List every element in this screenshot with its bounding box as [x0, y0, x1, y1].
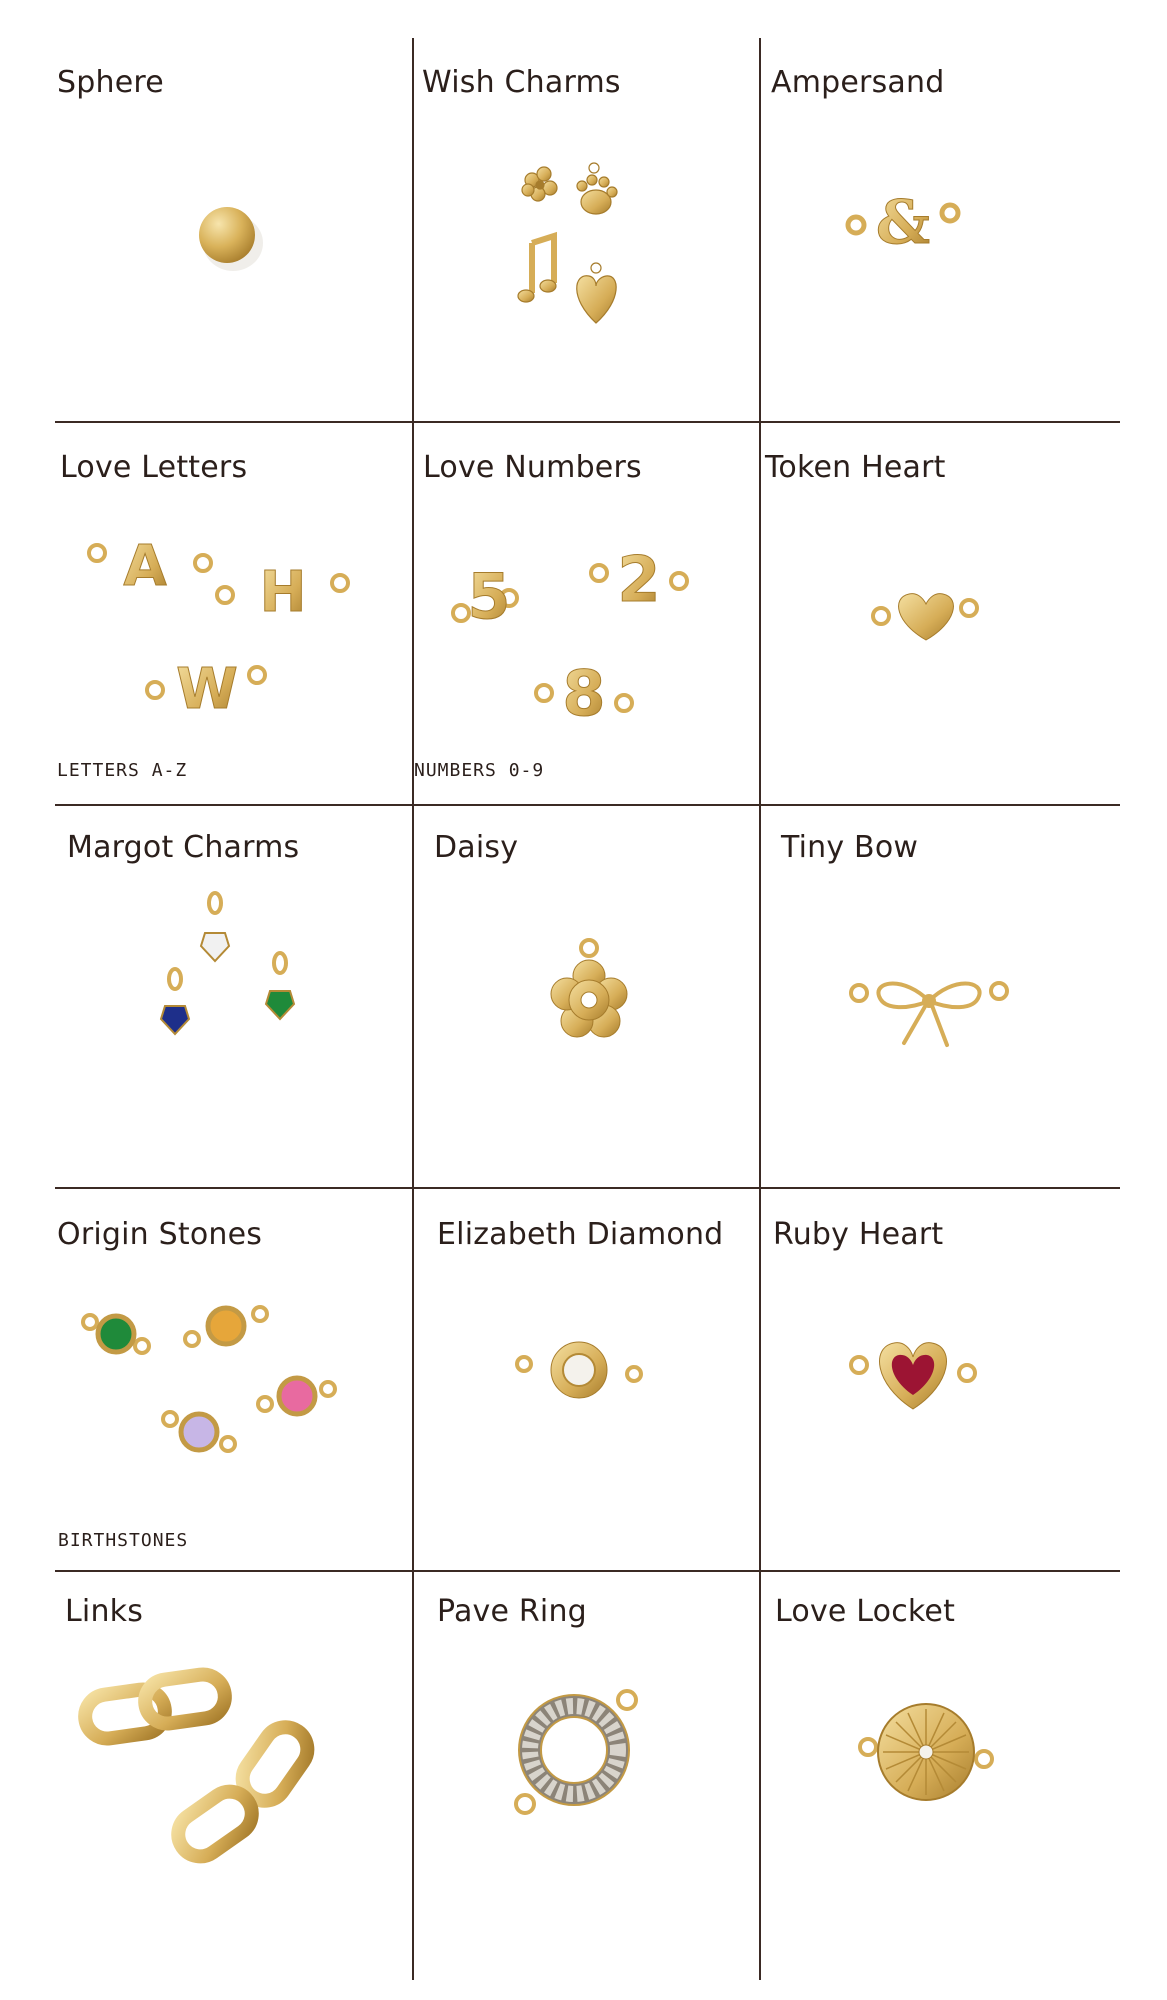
charm-card-sphere[interactable]	[55, 38, 412, 421]
charm-title: Links	[65, 1594, 144, 1629]
ruby-heart-charm-icon	[849, 1329, 979, 1419]
charm-title: Elizabeth Diamond	[437, 1217, 724, 1252]
heart-charm-icon	[871, 578, 981, 648]
diamond-charm-icon	[514, 1334, 644, 1414]
charm-card-love-locket[interactable]	[761, 1572, 1120, 1980]
charm-title: Ruby Heart	[773, 1217, 944, 1252]
charm-card-elizabeth-diamond[interactable]	[414, 1189, 759, 1570]
charm-title: Wish Charms	[422, 65, 621, 100]
wish-charms-icon	[514, 158, 654, 338]
charm-card-pave-ring[interactable]	[414, 1572, 759, 1980]
pave-ring-icon	[509, 1682, 649, 1822]
charm-title: Daisy	[434, 830, 519, 865]
charm-title: Ampersand	[771, 65, 945, 100]
letter-a: A	[123, 534, 167, 599]
charm-card-origin-stones[interactable]	[55, 1189, 412, 1570]
locket-charm-icon	[856, 1687, 996, 1817]
charm-subtitle: LETTERS A-Z	[57, 760, 188, 781]
ampersand-charm-icon	[846, 183, 966, 263]
charm-card-token-heart[interactable]	[761, 423, 1120, 804]
charm-card-margot-charms[interactable]	[55, 806, 412, 1187]
charm-title: Love Letters	[60, 450, 248, 485]
number-charms-icon	[449, 523, 709, 733]
daisy-charm-icon	[549, 936, 639, 1056]
number-two: 2	[617, 543, 661, 616]
letter-h: H	[259, 560, 307, 625]
charm-card-wish-charms[interactable]	[414, 38, 759, 421]
charm-title: Origin Stones	[57, 1217, 263, 1252]
charm-card-ampersand[interactable]	[761, 38, 1120, 421]
bow-charm-icon	[849, 971, 1009, 1051]
letter-charms-icon	[85, 523, 385, 723]
charm-card-links[interactable]	[55, 1572, 412, 1980]
charm-title: Sphere	[57, 65, 164, 100]
sphere-charm-icon	[195, 203, 265, 273]
charm-title: Token Heart	[765, 450, 946, 485]
charm-title: Pave Ring	[437, 1594, 587, 1629]
charm-title: Tiny Bow	[781, 830, 919, 865]
charm-subtitle: BIRTHSTONES	[58, 1530, 189, 1551]
charm-title: Love Locket	[775, 1594, 956, 1629]
charm-grid	[55, 38, 1120, 1980]
birthstone-charms-icon	[80, 1284, 380, 1484]
charm-title: Love Numbers	[423, 450, 642, 485]
charm-card-love-numbers[interactable]	[414, 423, 759, 804]
charm-subtitle: NUMBERS 0-9	[414, 760, 545, 781]
charm-card-daisy[interactable]	[414, 806, 759, 1187]
margot-charms-icon	[105, 891, 325, 1081]
letter-w: W	[176, 657, 238, 722]
charm-card-tiny-bow[interactable]	[761, 806, 1120, 1187]
number-eight: 8	[562, 657, 606, 730]
charm-card-love-letters[interactable]	[55, 423, 412, 804]
charm-card-ruby-heart[interactable]	[761, 1189, 1120, 1570]
charm-title: Margot Charms	[67, 830, 300, 865]
svg-text:&: &	[875, 188, 931, 258]
number-five: 5	[467, 560, 511, 633]
chain-links-icon	[75, 1662, 355, 1882]
